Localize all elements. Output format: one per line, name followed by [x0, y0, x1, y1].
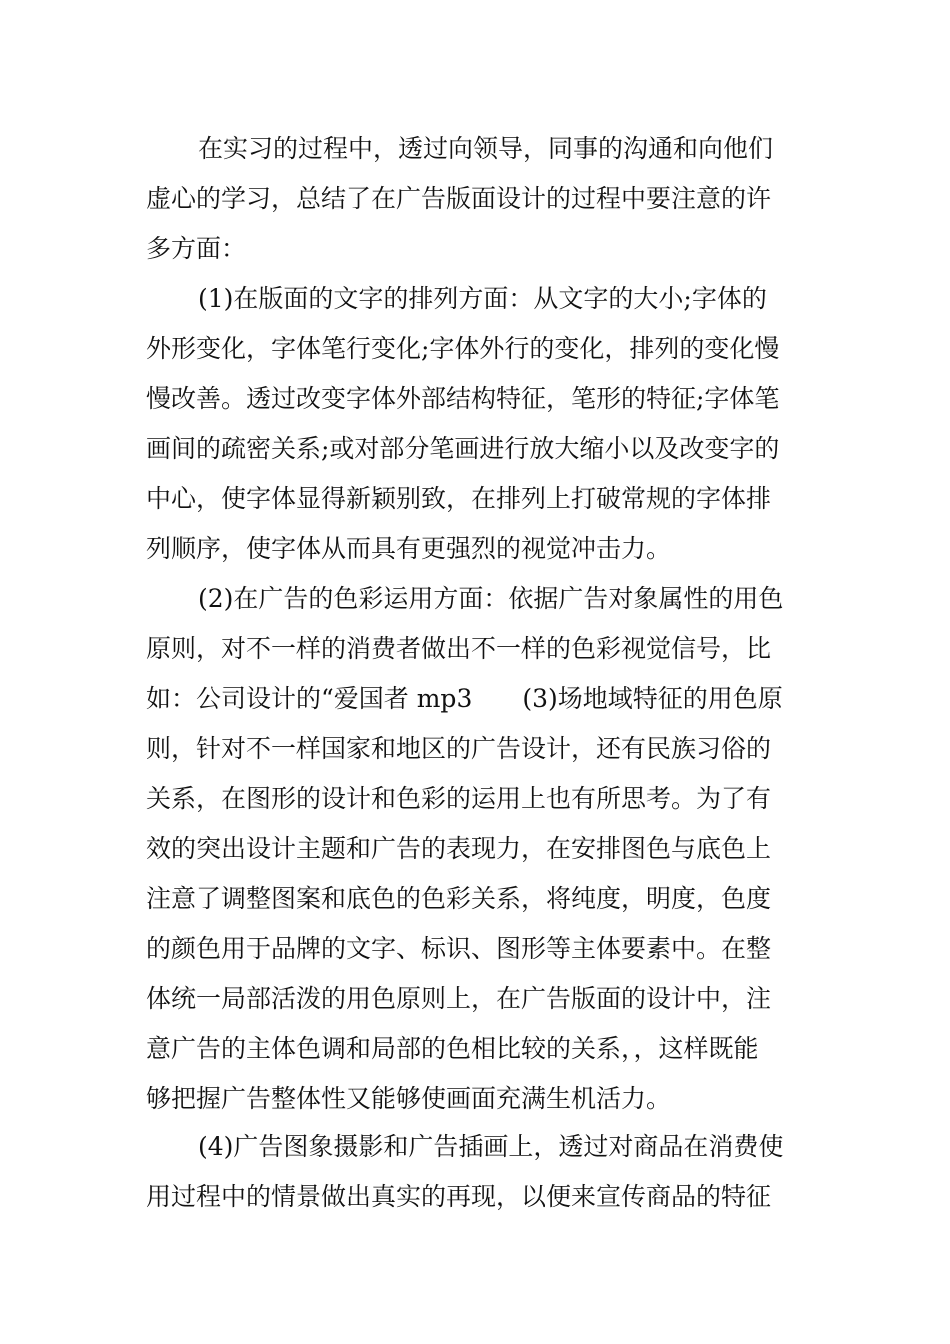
- paragraph-1-line-3: 多方面：: [146, 234, 247, 263]
- paragraph-3-line-4: 则，针对不一样国家和地区的广告设计，还有民族习俗的: [146, 734, 772, 763]
- paragraph-3-line-8: 的颜色用于品牌的文字、标识、图形等主体要素中。在整: [146, 934, 772, 963]
- paragraph-1-line-1: 在实习的过程中，透过向领导，同事的沟通和向他们: [198, 134, 774, 163]
- paragraph-3-line-9: 体统一局部活泼的用色原则上，在广告版面的设计中，注: [146, 984, 772, 1013]
- paragraph-2-line-1: (1)在版面的文字的排列方面：从文字的大小;字体的: [198, 284, 767, 313]
- paragraph-2-line-4: 画间的疏密关系;或对部分笔画进行放大缩小以及改变字的: [146, 434, 780, 463]
- paragraph-3-line-2: 原则，对不一样的消费者做出不一样的色彩视觉信号，比: [146, 634, 772, 663]
- paragraph-4-line-1: (4)广告图象摄影和广告插画上，透过对商品在消费使: [198, 1132, 784, 1161]
- paragraph-2-line-6: 列顺序，使字体从而具有更强烈的视觉冲击力。: [146, 534, 672, 563]
- paragraph-3-line-1: (2)在广告的色彩运用方面：依据广告对象属性的用色: [198, 584, 784, 613]
- paragraph-2-line-3: 慢改善。透过改变字体外部结构特征，笔形的特征;字体笔: [146, 384, 780, 413]
- paragraph-3-line-10: 意广告的主体色调和局部的色相比较的关系，，这样既能: [146, 1034, 759, 1063]
- paragraph-3-line-7: 注意了调整图案和底色的色彩关系，将纯度，明度，色度: [146, 884, 772, 913]
- paragraph-3-line-5: 关系，在图形的设计和色彩的运用上也有所思考。为了有: [146, 784, 772, 813]
- paragraph-1-line-2: 虚心的学习，总结了在广告版面设计的过程中要注意的许: [146, 184, 772, 213]
- paragraph-2-line-5: 中心，使字体显得新颖别致，在排列上打破常规的字体排: [146, 484, 772, 513]
- paragraph-3-line-11: 够把握广告整体性又能够使画面充满生机活力。: [146, 1084, 672, 1113]
- paragraph-3-line-3: 如：公司设计的“爱国者 mp3 (3)场地域特征的用色原: [146, 684, 783, 713]
- paragraph-4-line-2: 用过程中的情景做出真实的再现，以便来宣传商品的特征: [146, 1182, 772, 1211]
- paragraph-3-line-6: 效的突出设计主题和广告的表现力，在安排图色与底色上: [146, 834, 772, 863]
- paragraph-2-line-2: 外形变化，字体笔行变化;字体外行的变化，排列的变化慢: [146, 334, 780, 363]
